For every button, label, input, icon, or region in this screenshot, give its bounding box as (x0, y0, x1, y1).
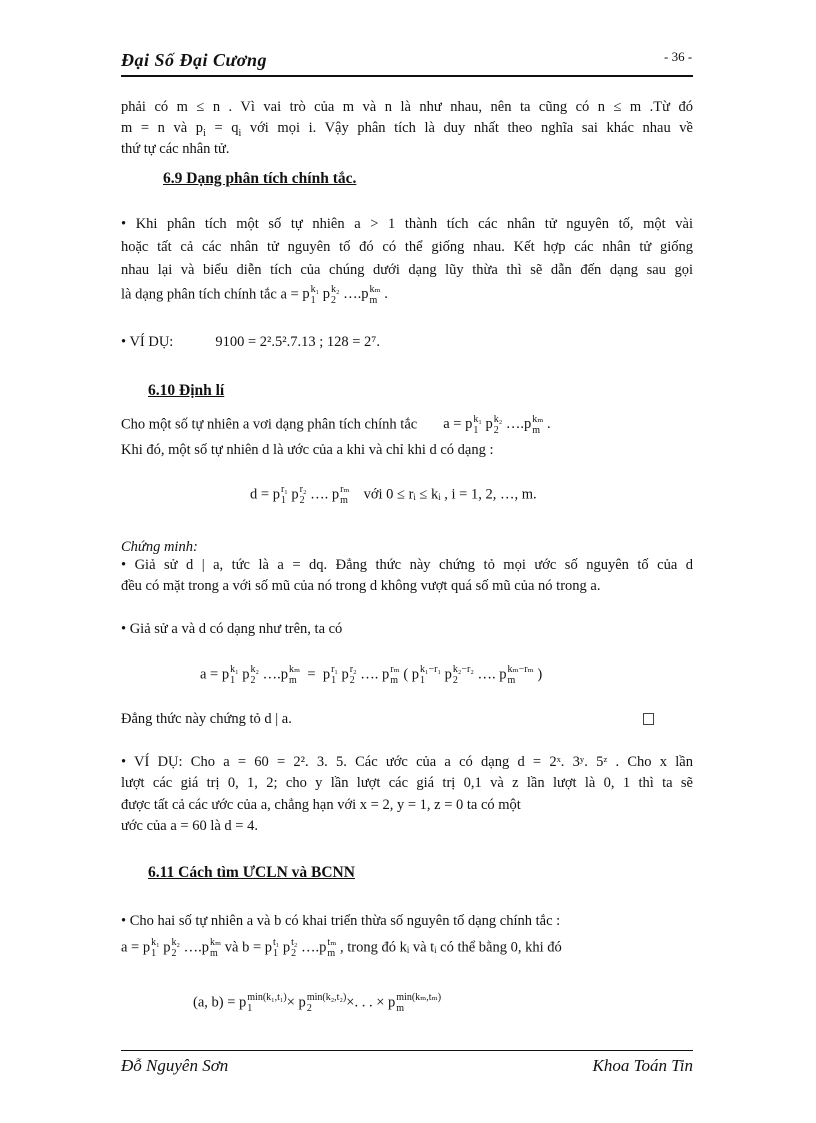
s611-line-2: a = p k₁ 1 p k₂ 2 ….p kₘ m và b = p t₁ 1 p t₂ 2 ….p tₘ m , trong đó kᵢ và tᵢ có thể bằng 0, khi đó (121, 937, 562, 959)
intro-line-3: thứ tự các nhân tử. (121, 141, 230, 157)
section-heading-6-11: 6.11 Cách tìm ƯCLN và BCNN (148, 864, 355, 881)
divisor-form-formula: d = p r₁ 1 p r₂ 2 …. p rₘ m với 0 ≤ rᵢ ≤ kᵢ , i = 1, 2, …, m. (250, 484, 537, 506)
qed-square-icon (643, 713, 654, 725)
s611-line-1: • Cho hai số tự nhiên a và b có khai triển thừa số nguyên tố dạng chính tắc : (121, 913, 561, 929)
section-heading-6-10: 6.10 Định lí (148, 382, 225, 399)
s69-example: • VÍ DỤ: 9100 = 2².5².7.13 ; 128 = 2⁷. (121, 334, 380, 350)
canonical-form-formula: p k₁ 1 p k₂ 2 ….p kₘ m . (302, 284, 388, 306)
example-line-4: ước của a = 60 là d = 4. (121, 818, 258, 834)
s69-line-2: hoặc tất cả các nhân tử nguyên tố đó có thể giống nhau. Kết hợp các nhân tử giống (121, 239, 693, 255)
header-title: Đại Số Đại Cương (121, 50, 267, 70)
s69-line-4: là dạng phân tích chính tắc a = p k₁ 1 p k₂ 2 ….p kₘ m . (121, 284, 388, 306)
factorization-identity-formula: a = p k₁ 1 p k₂ 2 ….p kₘ m = p r₁ 1 p r₂ 2 …. p rₘ m ( p k₁−r₁ 1 p k₂−r₂ 2 …. p kₘ−rₘ m ) (200, 664, 543, 686)
header-rule (121, 75, 693, 77)
proof-label: Chứng minh: (121, 539, 198, 555)
section-heading-6-9: 6.9 Dạng phân tích chính tắc. (163, 170, 357, 187)
proof-line-1: • Giả sử d | a, tức là a = dq. Đẳng thức này chứng tỏ mọi ước số nguyên tố của d (121, 557, 693, 573)
intro-line-1: phải có m ≤ n . Vì vai trò của m và n là như nhau, nên ta cũng có n ≤ m .Từ đó (121, 99, 693, 115)
s610-line-2: Khi đó, một số tự nhiên d là ước của a khi và chỉ khi d có dạng : (121, 442, 494, 458)
footer-rule (121, 1050, 693, 1051)
gcd-formula: (a, b) = p min(k₁,t₁) 1 × p min(k₂,t₂) 2 ×. . . × p min(kₘ,tₘ) m (193, 992, 442, 1014)
footer-department: Khoa Toán Tin (592, 1056, 693, 1075)
s69-line-3: nhau lại và biểu diễn tích của chúng dưới dạng lũy thừa thì sẽ dẫn đến dạng sau gọi (121, 262, 693, 278)
footer-author: Đỗ Nguyên Sơn (121, 1056, 229, 1075)
proof-line-2: đều có mặt trong a với số mũ của nó trong d không vượt quá số mũ của nó trong a. (121, 578, 601, 594)
proof-conclusion: Đẳng thức này chứng tỏ d | a. (121, 711, 292, 727)
proof-line-3: • Giả sử a và d có dạng như trên, ta có (121, 621, 343, 637)
s610-line-1: Cho một số tự nhiên a vơi dạng phân tích chính tắc a = p k₁ 1 p k₂ 2 ….p kₘ m . (121, 414, 551, 436)
intro-line-2: m = n và $p_i = q_i$ với mọi i. Vậy phân tích là duy nhất theo nghĩa sai khác nhau về (121, 120, 693, 139)
example-line-3: được tất cả các ước của a, chẳng hạn với x = 2, y = 1, z = 0 ta có một (121, 797, 521, 813)
example-line-2: lượt các giá trị 0, 1, 2; cho y lần lượt các giá trị 0,1 và z lần lượt là 0, 1 thì ta sẽ (121, 775, 693, 791)
s69-line-1: • Khi phân tích một số tự nhiên a > 1 thành tích các nhân tử nguyên tố, một vài (121, 216, 693, 232)
page-number: - 36 - (664, 49, 693, 64)
example-line-1: • VÍ DỤ: Cho a = 60 = 2². 3. 5. Các ước của a có dạng d = 2ˣ. 3ʸ. 5ᶻ . Cho x lần (121, 754, 693, 770)
